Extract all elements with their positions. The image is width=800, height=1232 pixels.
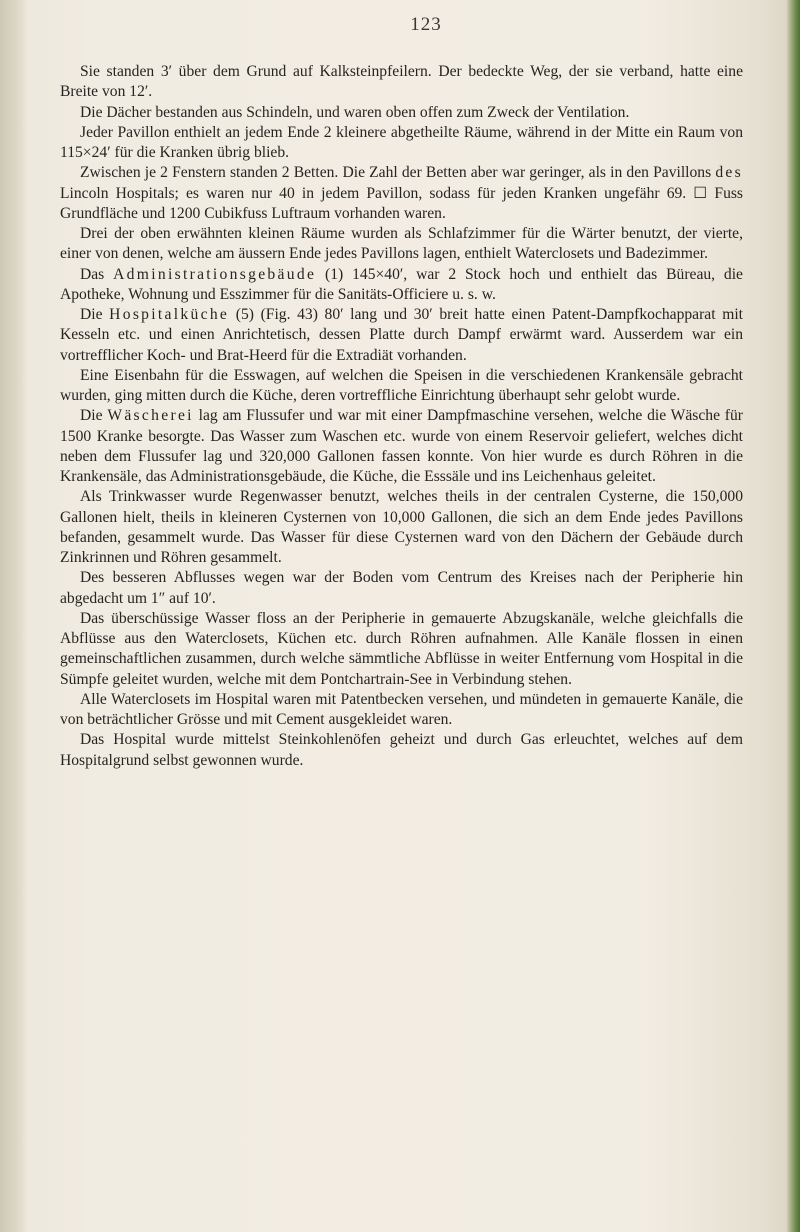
- spaced-term: Wäscherei: [107, 407, 194, 425]
- text-run: Sie standen 3′ über dem Grund auf Kalksteinpfeilern. Der bedeckte Weg, der sie verband, hatte eine Breite von 12′.: [60, 63, 743, 101]
- spaced-term: des: [715, 164, 743, 182]
- text-run: Zwischen je 2 Fenstern standen 2 Betten. Die Zahl der Betten aber war geringer, als in den Pavillons: [80, 164, 716, 182]
- paragraph: [60, 366, 743, 407]
- text-run: Lincoln Hospitals; es waren nur 40 in jedem Pavillon, sodass für jeden Kranken ungefähr 69. ☐ Fuss Grundfläche und 1200 Cubikfuss Luftraum vorhanden waren.: [60, 184, 743, 222]
- text-run: Das: [80, 265, 114, 283]
- paragraph: [60, 265, 743, 306]
- text-run: Als Trinkwasser wurde Regenwasser benutzt, welches theils in der centralen Cysterne, die 150,000 Gallonen hielt, theils in kleineren Cysternen von 10,000 Gallonen, die sich an dem Ende jedes Pavillons befanden, gesammelt wurde. Das Wasser für diese Cysternen ward von den Dächern der Gebäude durch Zinkrinnen und Röhren gesammelt.: [60, 488, 743, 566]
- paragraph: [60, 568, 743, 609]
- page-gutter-shadow: [0, 0, 28, 1232]
- spaced-term: Hospitalküche: [109, 306, 230, 323]
- text-run: Alle Waterclosets im Hospital waren mit Patentbecken versehen, und mündeten in gemauerte Kanäle, die von beträchtlicher Grösse und mit Cement ausgekleidet waren.: [60, 690, 743, 728]
- text-run: (1) 145×40′, war 2 Stock hoch und enthielt das Büreau, die Apotheke, Wohnung und Esszimmer für die Sanitäts-Officiere u. s. w.: [60, 265, 743, 303]
- paragraph: [60, 730, 743, 771]
- paragraph: [60, 690, 743, 731]
- text-run: lag am Flussufer und war mit einer Dampfmaschine versehen, welche die Wäsche für 1500 Kranke besorgte. Das Wasser zum Waschen etc. wurde von einem Reservoir geliefert, welches dicht neben dem Flussufer lag und 320,000 Gallonen fassen konnte. Von hier wurde es durch Röhren in die Krankensäle, das Administrationsgebäude, die Küche, die Esssäle und ins Leichenhaus geleitet.: [60, 407, 743, 485]
- text-run: Das Hospital wurde mittelst Steinkohlenöfen geheizt und durch Gas erleuchtet, welches auf dem Hospitalgrund selbst gewonnen wurde.: [60, 731, 743, 769]
- text-run: (5) (Fig. 43) 80′ lang und 30′ breit hatte einen Patent-Dampfkochapparat mit Kesseln etc. und einen Anrichtetisch, dessen Platte durch Dampf erwärmt ward. Ausserdem war ein vortrefflicher Koch- und Brat-Heerd für die Extradiät vorhanden.: [60, 306, 743, 364]
- body-text: [60, 62, 743, 771]
- paragraph: [60, 163, 743, 224]
- text-run: Die Dächer bestanden aus Schindeln, und waren oben offen zum Zweck der Ventilation.: [80, 103, 630, 121]
- paragraph: [60, 406, 743, 487]
- text-run: Jeder Pavillon enthielt an jedem Ende 2 kleinere abgetheilte Räume, während in der Mitte ein Raum von 115×24′ für die Kranken übrig blieb.: [60, 123, 743, 161]
- text-run: Drei der oben erwähnten kleinen Räume wurden als Schlafzimmer für die Wärter benutzt, der vierte, einer von denen, welche am äussern Ende jedes Pavillons lagen, enthielt Waterclosets und Badezimmer.: [60, 225, 743, 263]
- paragraph: [60, 103, 743, 123]
- paragraph: [60, 487, 743, 568]
- paragraph: [60, 609, 743, 690]
- text-run: Die: [80, 306, 110, 323]
- paragraph: [60, 224, 743, 265]
- paragraph: [60, 305, 743, 366]
- text-run: Die: [80, 407, 108, 425]
- paragraph: [60, 123, 743, 164]
- paragraph: [60, 62, 743, 103]
- page-edge-stain: [786, 0, 800, 1232]
- text-run: Eine Eisenbahn für die Esswagen, auf welchen die Speisen in die verschiedenen Krankensäle gebracht wurden, ging mitten durch die Küche, deren vortreffliche Einrichtung überhaupt sehr gelobt wurde.: [60, 366, 743, 404]
- page-number-text: 123: [410, 14, 442, 35]
- text-run: Des besseren Abflusses wegen war der Boden vom Centrum des Kreises nach der Peripherie hin abgedacht um 1″ auf 10′.: [60, 569, 743, 607]
- spaced-term: Administrationsgebäude: [113, 265, 317, 283]
- text-run: Das überschüssige Wasser floss an der Peripherie in gemauerte Abzugskanäle, welche gleichfalls die Abflüsse aus den Waterclosets, Küchen etc. durch Röhren aufnahmen. Alle Kanäle flossen in einen gemeinschaftlichen zusammen, durch welche sämmtliche Abflüsse in weiter Entfernung vom Hospital in die Sümpfe geleitet wurden, welche mit dem Pontchartrain-See in Verbindung stehen.: [60, 609, 743, 688]
- page-number: [0, 14, 800, 36]
